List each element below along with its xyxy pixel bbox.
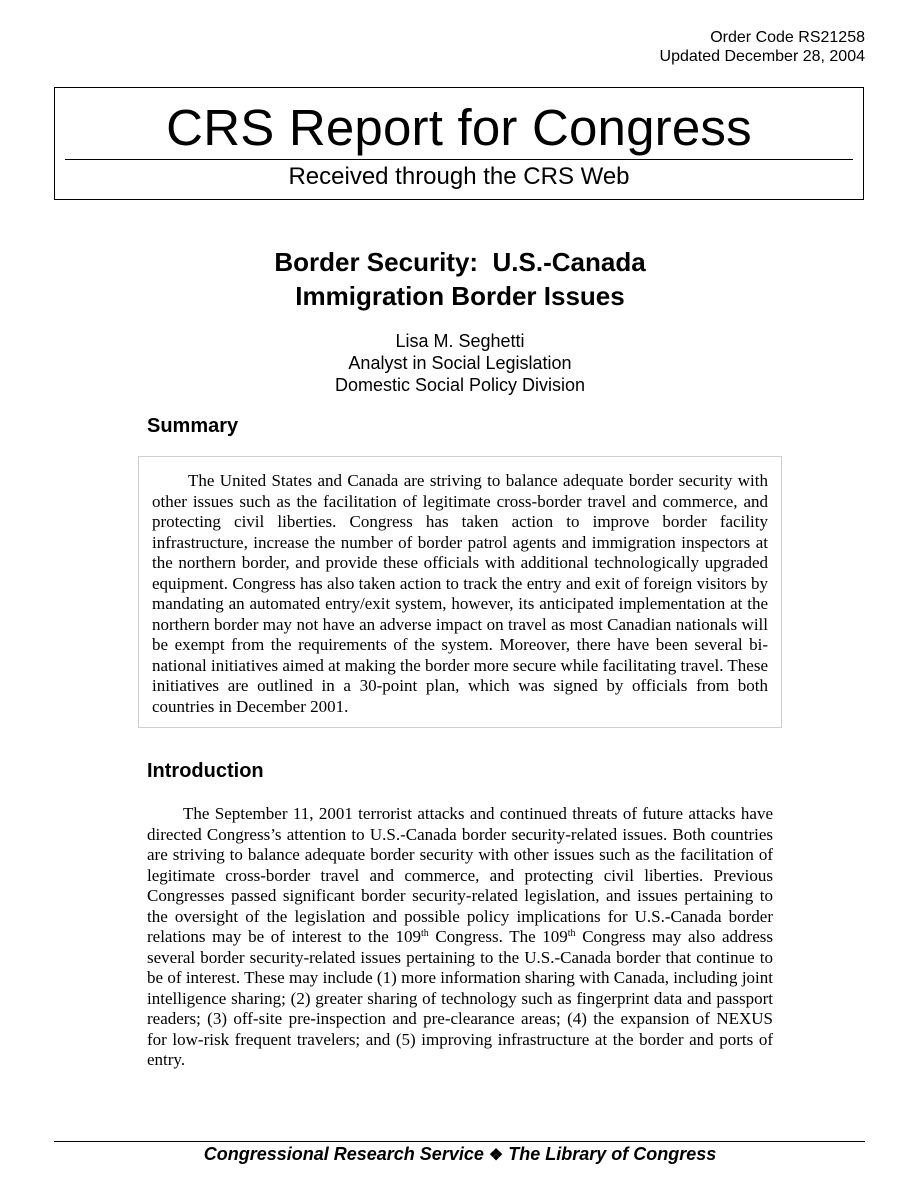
footer-crs: Congressional Research Service xyxy=(203,1144,484,1164)
author-title: Analyst in Social Legislation xyxy=(348,353,572,373)
masthead-rule xyxy=(65,159,853,160)
intro-text-part3: Congress may also address several border security-related issues pertaining to the U.S.-Canada border that continue to be of interest. These may include (1) more information sharing with Canada, including joint intelligence sharing; (2) greater sharing of technology such as fingerprint data and passport readers; (3) off-site pre-inspection and pre-clearance areas; (4) the expansion of NEXUS for low-risk frequent travelers; and (5) improving infrastructure at the border and ports of entry. xyxy=(147,927,773,1069)
summary-text: The United States and Canada are striving to balance adequate border security with other issues such as the facilitation of legitimate cross-border travel and commerce, and protecting civil liberties. Congress has taken action to improve border facility infrastructure, increase the number of border patrol agents and immigration inspectors at the northern border, and provide these officials with additional technologically upgraded equipment. Congress has also taken action to track the entry and exit of foreign visitors by mandating an automated entry/exit system, however, its anticipated implementation at the northern border may not have an adverse impact on travel as most Canadian nationals will be exempt from the requirements of the system. Moreover, there have been several bi-national initiatives aimed at making the border more secure while facilitating travel. These initiatives are outlined in a 30-point plan, which was signed by officials from both countries in December 2001. xyxy=(152,471,768,716)
introduction-paragraph xyxy=(147,804,773,1071)
introduction-heading: Introduction xyxy=(147,760,264,782)
footer-rule xyxy=(54,1141,865,1142)
document-title-line1: Border Security: U.S.-Canada xyxy=(274,247,646,277)
author-block xyxy=(0,330,920,396)
author-name: Lisa M. Seghetti xyxy=(395,331,525,351)
footer xyxy=(0,1143,920,1167)
footer-loc: The Library of Congress xyxy=(508,1144,717,1164)
introduction-body xyxy=(147,804,773,1071)
summary-heading: Summary xyxy=(147,415,239,437)
document-title-line2: Immigration Border Issues xyxy=(295,281,625,311)
intro-text-part1: The September 11, 2001 terrorist attacks and continued threats of future attacks have directed Congress’s attention to U.S.-Canada border security-related issues. Both countries are striving to balance adequate border security with other issues such as the facilitation of legitimate cross-border travel and commerce, and protecting civil liberties. Previous Congresses passed significant border security-related legislation, and issues pertaining to the oversight of the legislation and possible policy implications for U.S.-Canada border relations may be of interest to the 109 xyxy=(147,804,773,946)
document-title xyxy=(0,245,920,313)
diamond-icon: ❖ xyxy=(488,1147,504,1164)
masthead-subtitle: Received through the CRS Web xyxy=(288,163,630,190)
author-division: Domestic Social Policy Division xyxy=(334,375,586,395)
order-code: Order Code RS21258 xyxy=(710,29,865,46)
order-info xyxy=(660,28,865,66)
summary-box xyxy=(138,456,782,728)
masthead xyxy=(54,87,864,200)
intro-superscript-2: th xyxy=(567,928,576,939)
intro-text-part2: Congress. The 109 xyxy=(428,927,568,946)
masthead-title: CRS Report for Congress xyxy=(166,99,752,156)
updated-date: Updated December 28, 2004 xyxy=(659,48,865,65)
intro-superscript-1: th xyxy=(420,928,429,939)
